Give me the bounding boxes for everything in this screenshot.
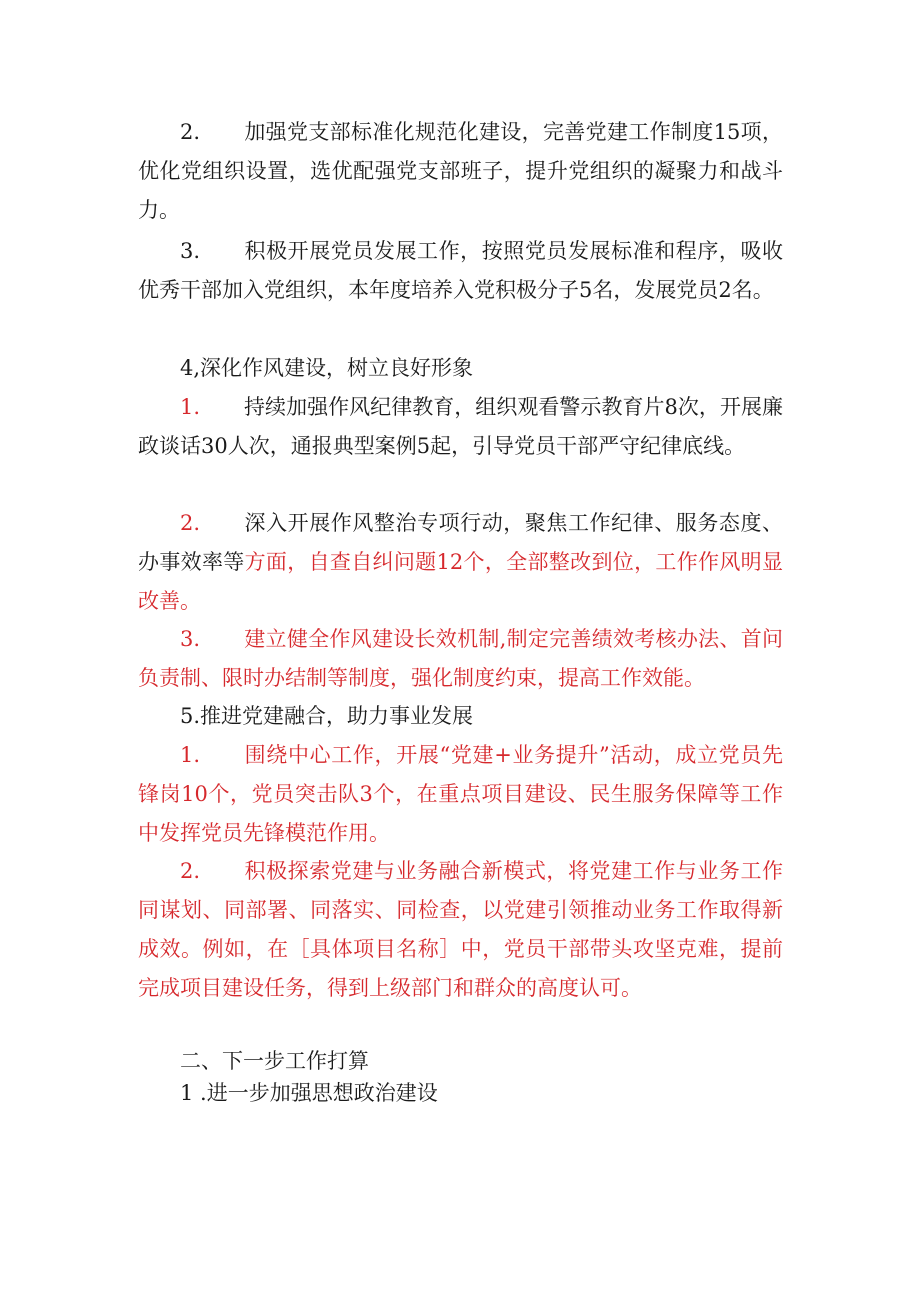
section-heading-integration: 5.推进党建融合，助力事业发展 [180,704,474,728]
section-heading-next-steps: 二、下一步工作打算 [180,1049,369,1073]
section-heading-political-building: 1 .进一步加强思想政治建设 [180,1081,438,1105]
paragraph-text: 围绕中心工作，开展“党建+业务提升”活动，成立党员先锋岗10个，党员突击队3个，在重点项目建设、民生服务保障等工作中发挥党员先锋模范作用。 [138,743,783,845]
paragraph-1-discipline-education [138,388,783,466]
section-heading-style-building: 4,深化作风建设，树立良好形象 [180,356,474,380]
paragraph-text: 建立健全作风建设长效机制,制定完善绩效考核办法、首问负责制、限时办结制等制度，强化制度约束，提高工作效能。 [138,627,783,690]
paragraph-2-style-rectification [138,504,783,621]
paragraph-number: 1. [180,743,201,767]
paragraph-text: 积极探索党建与业务融合新模式，将党建工作与业务工作同谋划、同部署、同落实、同检查，以党建引领推动业务工作取得新成效。例如，在［具体项目名称］中，党员干部带头攻坚克难，提前完成项目建设任务，得到上级部门和群众的高度认可。 [138,859,783,1000]
paragraph-number: 3. [180,627,201,651]
paragraph-number: 2. [180,859,201,883]
paragraph-number: 1. [180,395,201,419]
paragraph-text: 加强党支部标准化规范化建设，完善党建工作制度15项，优化党组织设置，选优配强党支部班子，提升党组织的凝聚力和战斗力。 [138,120,783,222]
paragraph-3-long-term-mechanism [138,620,783,698]
paragraph-number: 2. [180,120,201,144]
paragraph-3-member-development [138,232,783,310]
paragraph-number: 2. [180,511,201,535]
paragraph-text-black: 深入开展作风整治专项行动，聚焦工作纪律、服务态度、办事效率等 [138,511,783,574]
paragraph-text-red: 方面，自查自纠问题12个，全部整改到位，工作作风明显改善。 [138,550,783,613]
paragraph-text: 持续加强作风纪律教育，组织观看警示教育片8次，开展廉政谈话30人次，通报典型案例5起，引导党员干部严守纪律底线。 [138,395,783,458]
paragraph-1-pioneer-posts [138,736,783,853]
paragraph-2-integration-model [138,852,783,1008]
paragraph-number: 3. [180,239,201,263]
paragraph-text: 积极开展党员发展工作，按照党员发展标准和程序，吸收优秀干部加入党组织，本年度培养入党积极分子5名，发展党员2名。 [138,239,783,302]
paragraph-2-standardization [138,113,783,230]
